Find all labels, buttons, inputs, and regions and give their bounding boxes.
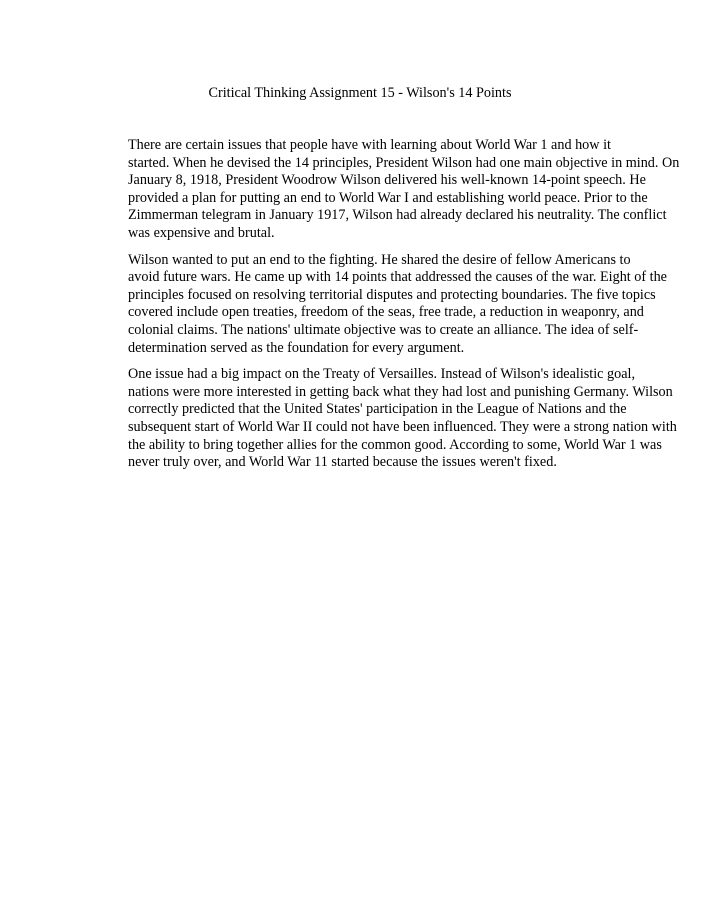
paragraph-1 bbox=[86, 137, 680, 243]
text-line: correctly predicted that the United States' participation in the League of Nations and the bbox=[128, 401, 627, 418]
paragraph-3 bbox=[86, 366, 677, 472]
text-line: principles focused on resolving territorial disputes and protecting boundaries. The five topics bbox=[128, 286, 656, 303]
text-line: Wilson wanted to put an end to the fighting. He shared the desire of fellow Americans to bbox=[128, 251, 631, 268]
text-line: avoid future wars. He came up with 14 points that addressed the causes of the war. Eight of the bbox=[128, 269, 667, 286]
document-body bbox=[86, 137, 680, 481]
text-line: January 8, 1918, President Woodrow Wilson delivered his well-known 14-point speech. He bbox=[128, 172, 646, 189]
text-line: was expensive and brutal. bbox=[128, 224, 275, 241]
text-line: Zimmerman telegram in January 1917, Wilson had already declared his neutrality. The conflict bbox=[128, 207, 667, 224]
text-line: nations were more interested in getting back what they had lost and punishing Germany. Wilson bbox=[128, 383, 673, 400]
text-line: covered include open treaties, freedom of the seas, free trade, a reduction in weaponry, and bbox=[128, 304, 644, 321]
text-line: One issue had a big impact on the Treaty of Versailles. Instead of Wilson's idealistic goal, bbox=[128, 366, 635, 383]
text-line: provided a plan for putting an end to World War I and establishing world peace. Prior to the bbox=[128, 189, 648, 206]
text-line: subsequent start of World War II could not have been influenced. They were a strong nation with bbox=[128, 418, 677, 435]
text-line: the ability to bring together allies for the common good. According to some, World War 1 was bbox=[128, 436, 662, 453]
text-line: determination served as the foundation for every argument. bbox=[128, 339, 465, 356]
text-line: colonial claims. The nations' ultimate objective was to create an alliance. The idea of self- bbox=[128, 321, 639, 338]
text-line: never truly over, and World War 11 started because the issues weren't fixed. bbox=[128, 454, 557, 471]
text-line: started. When he devised the 14 principles, President Wilson had one main objective in mind. On bbox=[128, 154, 680, 171]
paragraph-2 bbox=[86, 251, 667, 358]
text-line: There are certain issues that people have with learning about World War 1 and how it bbox=[128, 137, 611, 153]
document-title: Critical Thinking Assignment 15 - Wilson's 14 Points bbox=[208, 85, 512, 101]
